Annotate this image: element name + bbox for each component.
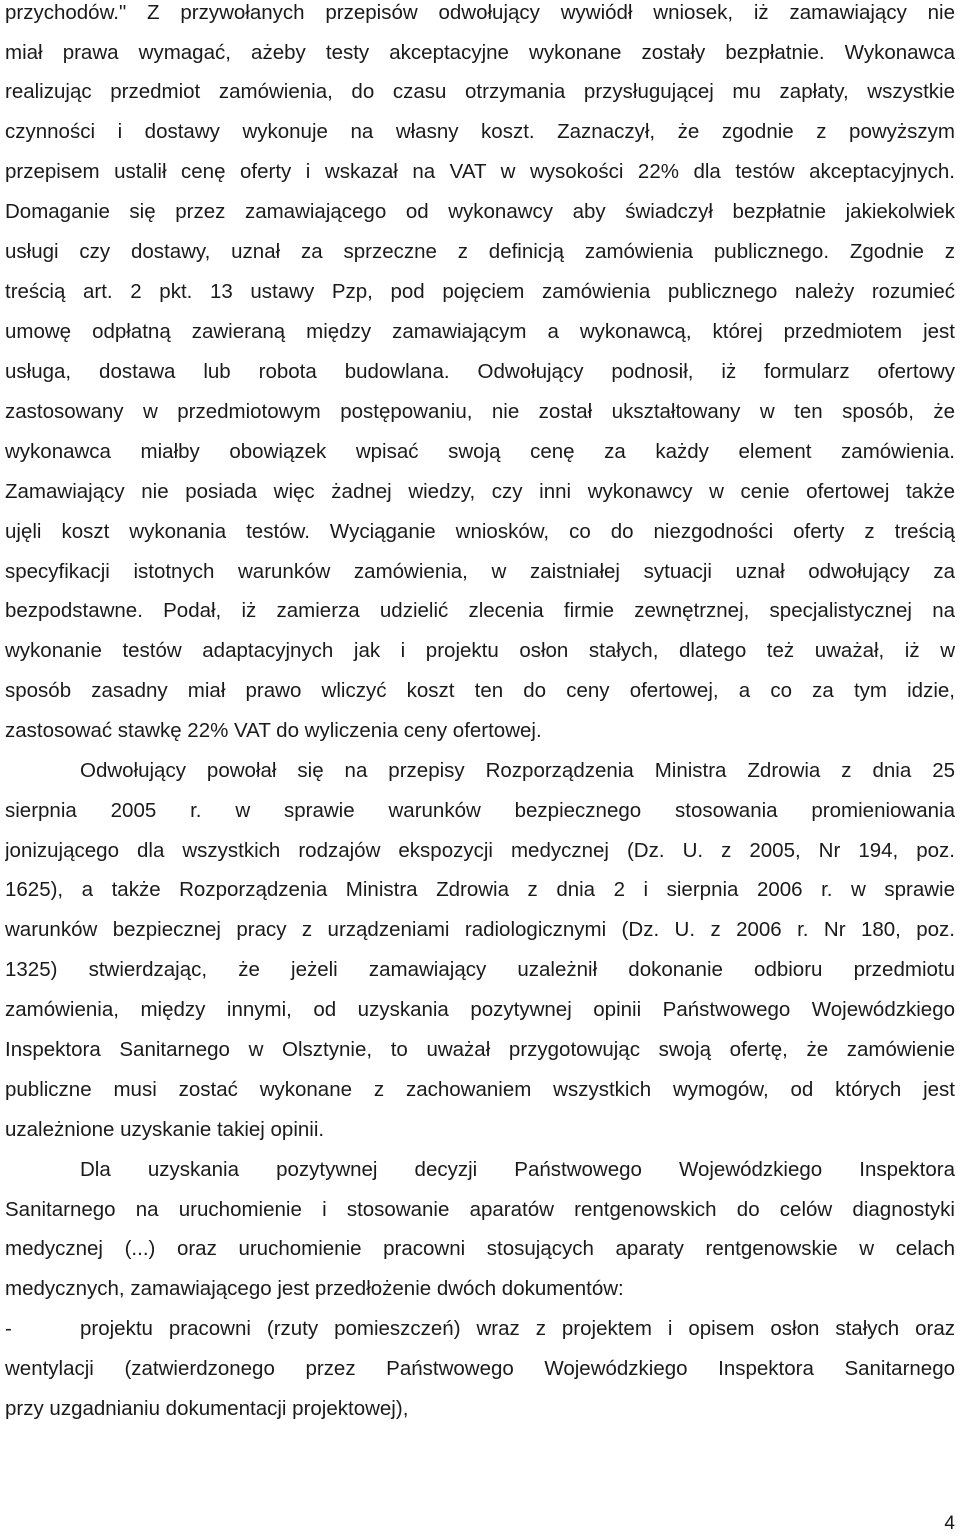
paragraph-first-line: Dla uzyskania pozytywnej decyzji Państwowego Wojewódzkiego Inspektora bbox=[80, 1158, 955, 1181]
text-line: realizując przedmiot zamówienia, do czasu otrzymania przysługującej mu zapłaty, wszystkie bbox=[5, 80, 955, 103]
text-line: przepisem ustalił cenę oferty i wskazał na VAT w wysokości 22% dla testów akceptacyjnych. bbox=[5, 160, 955, 183]
text-line: wykonanie testów adaptacyjnych jak i projektu osłon stałych, dlatego też uważał, iż w bbox=[5, 639, 955, 662]
text-line: 1325) stwierdzając, że jeżeli zamawiający uzależnił dokonanie odbioru przedmiotu bbox=[5, 958, 955, 981]
text-line: przy uzgadnianiu dokumentacji projektowej), bbox=[5, 1397, 409, 1420]
text-line: Domaganie się przez zamawiającego od wykonawcy aby świadczył bezpłatnie jakiekolwiek bbox=[5, 200, 955, 223]
text-line: przychodów." Z przywołanych przepisów odwołujący wywiódł wniosek, iż zamawiający nie bbox=[5, 1, 955, 24]
text-line: wentylacji (zatwierdzonego przez Państwowego Wojewódzkiego Inspektora Sanitarnego bbox=[5, 1357, 955, 1380]
text-line: wykonawca miałby obowiązek wpisać swoją cenę za każdy element zamówienia. bbox=[5, 440, 955, 463]
text-line: zastosować stawkę 22% VAT do wyliczenia ceny ofertowej. bbox=[5, 719, 542, 742]
list-marker: - bbox=[5, 1317, 12, 1340]
text-line: uzależnione uzyskanie takiej opinii. bbox=[5, 1118, 325, 1141]
page-number: 4 bbox=[944, 1513, 955, 1534]
text-line: zamówienia, między innymi, od uzyskania pozytywnej opinii Państwowego Wojewódzkiego bbox=[5, 998, 955, 1021]
text-line: sposób zasadny miał prawo wliczyć koszt ten do ceny ofertowej, a co za tym idzie, bbox=[5, 679, 955, 702]
text-line: umowę odpłatną zawieraną między zamawiającym a wykonawcą, której przedmiotem jest bbox=[5, 320, 955, 343]
text-line: czynności i dostawy wykonuje na własny koszt. Zaznaczył, że zgodnie z powyższym bbox=[5, 120, 955, 143]
text-line: specyfikacji istotnych warunków zamówienia, w zaistniałej sytuacji uznał odwołujący za bbox=[5, 560, 955, 583]
text-line: medycznej (...) oraz uruchomienie pracowni stosujących aparaty rentgenowskie w celach bbox=[5, 1237, 955, 1260]
text-line: treścią art. 2 pkt. 13 ustawy Pzp, pod pojęciem zamówienia publicznego należy rozumieć bbox=[5, 280, 955, 303]
text-line: ujęli koszt wykonania testów. Wyciąganie wniosków, co do niezgodności oferty z treścią bbox=[5, 520, 955, 543]
text-line: Sanitarnego na uruchomienie i stosowanie aparatów rentgenowskich do celów diagnostyki bbox=[5, 1198, 955, 1221]
text-line: medycznych, zamawiającego jest przedłożenie dwóch dokumentów: bbox=[5, 1277, 624, 1300]
text-line: 1625), a także Rozporządzenia Ministra Zdrowia z dnia 2 i sierpnia 2006 r. w sprawie bbox=[5, 878, 955, 901]
text-line: bezpodstawne. Podał, iż zamierza udzielić zlecenia firmie zewnętrznej, specjalistycznej na bbox=[5, 599, 955, 622]
text-line: warunków bezpiecznej pracy z urządzeniami radiologicznymi (Dz. U. z 2006 r. Nr 180, poz. bbox=[5, 918, 955, 941]
text-line: jonizującego dla wszystkich rodzajów ekspozycji medycznej (Dz. U. z 2005, Nr 194, poz. bbox=[5, 839, 955, 862]
text-line: zastosowany w przedmiotowym postępowaniu, nie został ukształtowany w ten sposób, że bbox=[5, 400, 955, 423]
list-item-first-line: projektu pracowni (rzuty pomieszczeń) wraz z projektem i opisem osłon stałych oraz bbox=[80, 1317, 955, 1340]
text-line: Zamawiający nie posiada więc żadnej wiedzy, czy inni wykonawcy w cenie ofertowej także bbox=[5, 480, 955, 503]
text-line: publiczne musi zostać wykonane z zachowaniem wszystkich wymogów, od których jest bbox=[5, 1078, 955, 1101]
text-line: sierpnia 2005 r. w sprawie warunków bezpiecznego stosowania promieniowania bbox=[5, 799, 955, 822]
text-line: usługi czy dostawy, uznał za sprzeczne z definicją zamówienia publicznego. Zgodnie z bbox=[5, 240, 955, 263]
paragraph-first-line: Odwołujący powołał się na przepisy Rozporządzenia Ministra Zdrowia z dnia 25 bbox=[80, 759, 955, 782]
text-line: Inspektora Sanitarnego w Olsztynie, to uważał przygotowując swoją ofertę, że zamówienie bbox=[5, 1038, 955, 1061]
text-line: miał prawa wymagać, ażeby testy akceptacyjne wykonane zostały bezpłatnie. Wykonawca bbox=[5, 41, 955, 64]
text-line: usługa, dostawa lub robota budowlana. Odwołujący podnosił, iż formularz ofertowy bbox=[5, 360, 955, 383]
